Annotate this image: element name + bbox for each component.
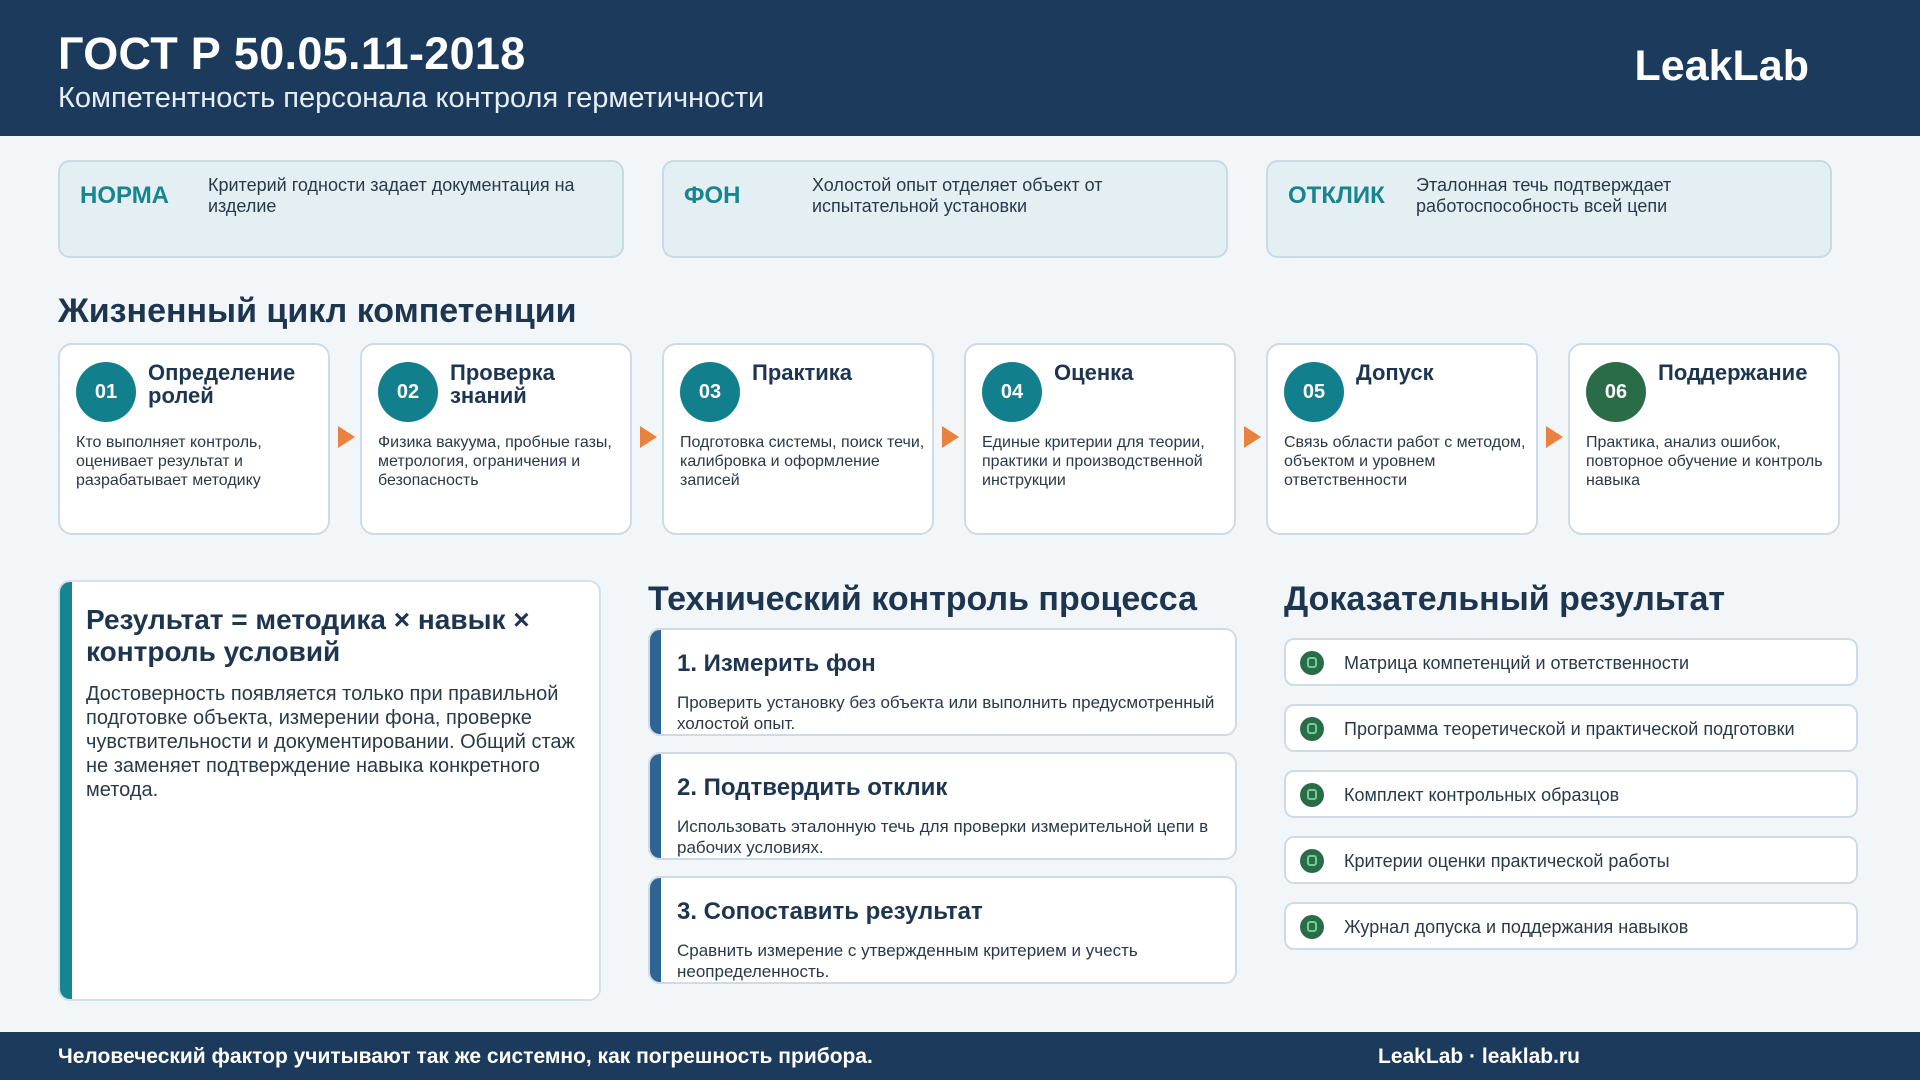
arrow-right-icon xyxy=(640,426,657,448)
arrow-right-icon xyxy=(338,426,355,448)
step-number-badge: 04 xyxy=(982,362,1042,422)
evidence-heading: Доказательный результат xyxy=(1284,580,1726,618)
lifecycle-step-1 xyxy=(58,343,330,535)
principle-text: Критерий годности задает документация на изделие xyxy=(208,175,575,216)
step-text: Кто выполняет контроль, оценивает результат и разрабатывает методику xyxy=(76,434,262,489)
arrow-right-icon xyxy=(1244,426,1261,448)
step-number-badge: 01 xyxy=(76,362,136,422)
step-title: Практика xyxy=(752,360,853,385)
evidence-text: Журнал допуска и поддержания навыков xyxy=(1344,917,1689,937)
header-banner xyxy=(0,0,1920,136)
step-text: Связь области работ с методом, объектом и уровнем ответственности xyxy=(1284,434,1526,489)
lifecycle-step-3 xyxy=(662,343,934,535)
formula-text: Достоверность появляется только при правильной подготовке объекта, измерении фона, проверке чувствительности и документировании. Общий стаж не заменяет подтверждение навыка конкретного метода. xyxy=(86,683,575,801)
evidence-item xyxy=(1284,704,1858,752)
step-number-badge: 03 xyxy=(680,362,740,422)
principle-title: ОТКЛИК xyxy=(1288,182,1385,209)
step-title: Поддержание xyxy=(1658,360,1808,385)
principle-title: НОРМА xyxy=(80,182,170,209)
arrow-right-icon xyxy=(942,426,959,448)
technical-step-text: Проверить установку без объекта или выполнить предусмотренный холостой опыт. xyxy=(677,693,1215,733)
principle-card-norm xyxy=(58,160,624,258)
brand-logo: LeakLab xyxy=(1634,42,1809,90)
document-icon xyxy=(1300,849,1324,873)
document-icon xyxy=(1300,915,1324,939)
footer-note: Человеческий фактор учитывают так же системно, как погрешность прибора. xyxy=(58,1045,873,1068)
principle-card-background xyxy=(662,160,1228,258)
footer-banner xyxy=(0,1032,1920,1080)
evidence-item xyxy=(1284,638,1858,686)
evidence-item xyxy=(1284,836,1858,884)
lifecycle-step-2 xyxy=(360,343,632,535)
step-text: Единые критерии для теории, практики и производственной инструкции xyxy=(982,434,1205,489)
step-title: Определение ролей xyxy=(148,360,296,408)
footer-brand-link[interactable]: LeakLab · leaklab.ru xyxy=(1378,1045,1580,1068)
evidence-text: Программа теоретической и практической подготовки xyxy=(1344,719,1795,739)
accent-bar xyxy=(650,754,661,858)
lifecycle-step-4 xyxy=(964,343,1236,535)
technical-step-title: 3. Сопоставить результат xyxy=(677,898,983,925)
document-icon xyxy=(1300,651,1324,675)
step-title: Оценка xyxy=(1054,360,1134,385)
technical-step-text: Использовать эталонную течь для проверки измерительной цепи в рабочих условиях. xyxy=(677,817,1209,857)
technical-heading: Технический контроль процесса xyxy=(648,580,1197,618)
step-text: Физика вакуума, пробные газы, метрология, ограничения и безопасность xyxy=(378,434,612,489)
document-icon xyxy=(1300,783,1324,807)
step-title: Допуск xyxy=(1356,360,1434,385)
technical-step-1 xyxy=(648,628,1237,736)
principle-text: Холостой опыт отделяет объект от испытательной установки xyxy=(812,175,1103,216)
formula-title: Результат = методика × навык × контроль условий xyxy=(86,604,530,667)
accent-bar xyxy=(60,582,72,999)
technical-step-title: 1. Измерить фон xyxy=(677,650,876,677)
technical-step-2 xyxy=(648,752,1237,860)
accent-bar xyxy=(650,630,661,734)
lifecycle-heading: Жизненный цикл компетенции xyxy=(58,292,577,330)
technical-step-title: 2. Подтвердить отклик xyxy=(677,774,948,801)
lifecycle-step-6 xyxy=(1568,343,1840,535)
step-text: Практика, анализ ошибок, повторное обучение и контроль навыка xyxy=(1586,434,1823,489)
evidence-text: Матрица компетенций и ответственности xyxy=(1344,653,1690,673)
arrow-right-icon xyxy=(1546,426,1563,448)
step-number-badge: 06 xyxy=(1586,362,1646,422)
lifecycle-step-5 xyxy=(1266,343,1538,535)
step-number-badge: 05 xyxy=(1284,362,1344,422)
technical-step-3 xyxy=(648,876,1237,984)
step-title: Проверка знаний xyxy=(450,360,555,408)
principle-card-response xyxy=(1266,160,1832,258)
technical-step-text: Сравнить измерение с утвержденным критерием и учесть неопределенность. xyxy=(677,941,1138,981)
evidence-text: Критерии оценки практической работы xyxy=(1344,851,1670,871)
formula-card xyxy=(58,580,601,1001)
evidence-item xyxy=(1284,770,1858,818)
principles-row xyxy=(58,160,1833,258)
evidence-item xyxy=(1284,902,1858,950)
accent-bar xyxy=(650,878,661,982)
step-number-badge: 02 xyxy=(378,362,438,422)
page-subtitle: Компетентность персонала контроля герметичности xyxy=(58,82,765,114)
principle-text: Эталонная течь подтверждает работоспособность всей цепи xyxy=(1416,175,1672,216)
principle-title: ФОН xyxy=(684,182,741,209)
step-text: Подготовка системы, поиск течи, калибровка и оформление записей xyxy=(680,434,925,489)
page-title: ГОСТ Р 50.05.11-2018 xyxy=(58,28,526,79)
evidence-text: Комплект контрольных образцов xyxy=(1344,785,1620,805)
document-icon xyxy=(1300,717,1324,741)
